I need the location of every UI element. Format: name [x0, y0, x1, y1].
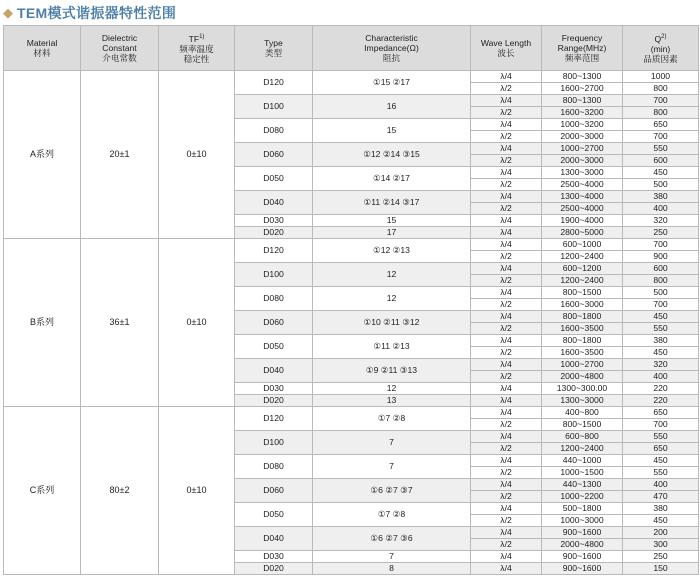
- diamond-bullet-icon: ◆: [3, 5, 13, 20]
- frequency-cell: 600~1200: [542, 263, 623, 275]
- impedance-cell: 15: [313, 215, 471, 227]
- type-cell: D120: [235, 71, 313, 95]
- q-cell: 650: [623, 119, 699, 131]
- wavelength-cell: λ/4: [471, 191, 542, 203]
- type-cell: D100: [235, 95, 313, 119]
- q-cell: 300: [623, 539, 699, 551]
- frequency-cell: 2000~4800: [542, 371, 623, 383]
- table-body: [4, 71, 699, 575]
- impedance-cell: 13: [313, 395, 471, 407]
- material-cell: B系列: [4, 239, 81, 407]
- wavelength-cell: λ/2: [471, 131, 542, 143]
- type-cell: D100: [235, 263, 313, 287]
- frequency-cell: 1000~1500: [542, 467, 623, 479]
- impedance-cell: ①12 ②14 ③15: [313, 143, 471, 167]
- wavelength-cell: λ/4: [471, 551, 542, 563]
- frequency-cell: 1600~3000: [542, 299, 623, 311]
- frequency-cell: 1000~2700: [542, 359, 623, 371]
- type-cell: D120: [235, 239, 313, 263]
- q-cell: 550: [623, 431, 699, 443]
- type-cell: D100: [235, 431, 313, 455]
- q-cell: 800: [623, 275, 699, 287]
- type-cell: D060: [235, 143, 313, 167]
- q-cell: 550: [623, 323, 699, 335]
- wavelength-cell: λ/2: [471, 347, 542, 359]
- header-type: Type 类型: [235, 26, 313, 71]
- q-cell: 700: [623, 131, 699, 143]
- material-cell: C系列: [4, 407, 81, 575]
- wavelength-cell: λ/2: [471, 83, 542, 95]
- frequency-cell: 800~1300: [542, 71, 623, 83]
- impedance-cell: 16: [313, 95, 471, 119]
- impedance-cell: 7: [313, 431, 471, 455]
- type-cell: D020: [235, 395, 313, 407]
- wavelength-cell: λ/4: [471, 71, 542, 83]
- wavelength-cell: λ/4: [471, 239, 542, 251]
- frequency-cell: 500~1800: [542, 503, 623, 515]
- q-cell: 220: [623, 395, 699, 407]
- wavelength-cell: λ/4: [471, 287, 542, 299]
- impedance-cell: ①12 ②13: [313, 239, 471, 263]
- table-row: [4, 71, 699, 83]
- q-cell: 150: [623, 563, 699, 575]
- q-cell: 550: [623, 467, 699, 479]
- q-cell: 450: [623, 347, 699, 359]
- wavelength-cell: λ/2: [471, 371, 542, 383]
- q-cell: 380: [623, 191, 699, 203]
- q-cell: 800: [623, 107, 699, 119]
- impedance-cell: ①9 ②11 ③13: [313, 359, 471, 383]
- frequency-cell: 1300~3000: [542, 167, 623, 179]
- impedance-cell: ①15 ②17: [313, 71, 471, 95]
- wavelength-cell: λ/2: [471, 539, 542, 551]
- q-cell: 200: [623, 527, 699, 539]
- type-cell: D020: [235, 227, 313, 239]
- wavelength-cell: λ/4: [471, 335, 542, 347]
- frequency-cell: 1000~2200: [542, 491, 623, 503]
- frequency-cell: 400~800: [542, 407, 623, 419]
- wavelength-cell: λ/2: [471, 107, 542, 119]
- type-cell: D030: [235, 215, 313, 227]
- page-title: TEM模式谐振器特性范围: [17, 4, 177, 21]
- type-cell: D080: [235, 119, 313, 143]
- table-header-row: [4, 26, 699, 71]
- impedance-cell: 15: [313, 119, 471, 143]
- tf-cell: 0±10: [159, 71, 235, 239]
- wavelength-cell: λ/4: [471, 359, 542, 371]
- type-cell: D060: [235, 311, 313, 335]
- impedance-cell: ①6 ②7 ③6: [313, 527, 471, 551]
- wavelength-cell: λ/4: [471, 479, 542, 491]
- frequency-cell: 1200~2400: [542, 275, 623, 287]
- q-cell: 600: [623, 263, 699, 275]
- impedance-cell: 7: [313, 455, 471, 479]
- wavelength-cell: λ/2: [471, 419, 542, 431]
- wavelength-cell: λ/2: [471, 203, 542, 215]
- frequency-cell: 600~800: [542, 431, 623, 443]
- wavelength-cell: λ/4: [471, 263, 542, 275]
- type-cell: D040: [235, 527, 313, 551]
- frequency-cell: 1900~4000: [542, 215, 623, 227]
- type-cell: D050: [235, 335, 313, 359]
- resonator-spec-table: [3, 25, 699, 575]
- impedance-cell: 12: [313, 383, 471, 395]
- wavelength-cell: λ/2: [471, 443, 542, 455]
- frequency-cell: 800~1800: [542, 311, 623, 323]
- wavelength-cell: λ/4: [471, 215, 542, 227]
- wavelength-cell: λ/4: [471, 563, 542, 575]
- frequency-cell: 2000~4800: [542, 539, 623, 551]
- frequency-cell: 1000~2700: [542, 143, 623, 155]
- q-cell: 400: [623, 203, 699, 215]
- type-cell: D020: [235, 563, 313, 575]
- dielectric-cell: 20±1: [81, 71, 159, 239]
- q-cell: 550: [623, 143, 699, 155]
- wavelength-cell: λ/4: [471, 143, 542, 155]
- q-cell: 700: [623, 95, 699, 107]
- wavelength-cell: λ/4: [471, 395, 542, 407]
- wavelength-cell: λ/2: [471, 275, 542, 287]
- tf-cell: 0±10: [159, 239, 235, 407]
- type-cell: D030: [235, 383, 313, 395]
- q-cell: 400: [623, 371, 699, 383]
- table-row: [4, 407, 699, 419]
- impedance-cell: ①10 ②11 ③12: [313, 311, 471, 335]
- type-cell: D050: [235, 503, 313, 527]
- impedance-cell: ①11 ②13: [313, 335, 471, 359]
- wavelength-cell: λ/4: [471, 527, 542, 539]
- q-cell: 500: [623, 179, 699, 191]
- header-tf: TF$^{1)}$ 频率温度 稳定性: [159, 26, 235, 71]
- q-cell: 400: [623, 479, 699, 491]
- impedance-cell: 17: [313, 227, 471, 239]
- frequency-cell: 1200~2400: [542, 251, 623, 263]
- frequency-cell: 2800~5000: [542, 227, 623, 239]
- frequency-cell: 1200~2400: [542, 443, 623, 455]
- q-cell: 320: [623, 359, 699, 371]
- wavelength-cell: λ/4: [471, 455, 542, 467]
- type-cell: D030: [235, 551, 313, 563]
- q-cell: 380: [623, 335, 699, 347]
- q-cell: 450: [623, 455, 699, 467]
- wavelength-cell: λ/2: [471, 323, 542, 335]
- frequency-cell: 2000~3000: [542, 131, 623, 143]
- impedance-cell: ①11 ②14 ③17: [313, 191, 471, 215]
- frequency-cell: 900~1600: [542, 527, 623, 539]
- q-cell: 700: [623, 239, 699, 251]
- q-cell: 320: [623, 215, 699, 227]
- q-cell: 650: [623, 407, 699, 419]
- wavelength-cell: λ/2: [471, 515, 542, 527]
- q-cell: 250: [623, 551, 699, 563]
- wavelength-cell: λ/2: [471, 155, 542, 167]
- frequency-cell: 900~1600: [542, 551, 623, 563]
- q-cell: 1000: [623, 71, 699, 83]
- type-cell: D080: [235, 287, 313, 311]
- wavelength-cell: λ/4: [471, 227, 542, 239]
- frequency-cell: 1600~3200: [542, 107, 623, 119]
- header-wavelength: Wave Length 波长: [471, 26, 542, 71]
- impedance-cell: 12: [313, 287, 471, 311]
- frequency-cell: 800~1500: [542, 419, 623, 431]
- frequency-cell: 600~1000: [542, 239, 623, 251]
- wavelength-cell: λ/2: [471, 467, 542, 479]
- q-cell: 450: [623, 311, 699, 323]
- wavelength-cell: λ/4: [471, 311, 542, 323]
- header-frequency: Frequency Range(MHz) 频率范围: [542, 26, 623, 71]
- frequency-cell: 1000~3200: [542, 119, 623, 131]
- frequency-cell: 440~1000: [542, 455, 623, 467]
- frequency-cell: 2500~4000: [542, 203, 623, 215]
- frequency-cell: 1300~4000: [542, 191, 623, 203]
- frequency-cell: 1300~3000: [542, 395, 623, 407]
- frequency-cell: 440~1300: [542, 479, 623, 491]
- impedance-cell: ①6 ②7 ③7: [313, 479, 471, 503]
- type-cell: D040: [235, 359, 313, 383]
- table-row: [4, 239, 699, 251]
- type-cell: D060: [235, 479, 313, 503]
- impedance-cell: 7: [313, 551, 471, 563]
- header-dielectric: Dielectric Constant 介电常数: [81, 26, 159, 71]
- section-header: [0, 0, 700, 25]
- frequency-cell: 800~1300: [542, 95, 623, 107]
- frequency-cell: 1600~3500: [542, 347, 623, 359]
- q-cell: 800: [623, 83, 699, 95]
- wavelength-cell: λ/4: [471, 431, 542, 443]
- wavelength-cell: λ/4: [471, 119, 542, 131]
- wavelength-cell: λ/4: [471, 503, 542, 515]
- q-cell: 220: [623, 383, 699, 395]
- wavelength-cell: λ/4: [471, 407, 542, 419]
- q-cell: 450: [623, 515, 699, 527]
- type-cell: D080: [235, 455, 313, 479]
- frequency-cell: 1300~300.00: [542, 383, 623, 395]
- header-material: Material 材料: [4, 26, 81, 71]
- wavelength-cell: λ/4: [471, 383, 542, 395]
- impedance-cell: ①7 ②8: [313, 407, 471, 431]
- q-cell: 250: [623, 227, 699, 239]
- impedance-cell: 12: [313, 263, 471, 287]
- q-cell: 380: [623, 503, 699, 515]
- wavelength-cell: λ/2: [471, 299, 542, 311]
- tf-cell: 0±10: [159, 407, 235, 575]
- header-impedance: Characteristic Impedance(Ω) 阻抗: [313, 26, 471, 71]
- frequency-cell: 2500~4000: [542, 179, 623, 191]
- frequency-cell: 2000~3000: [542, 155, 623, 167]
- q-cell: 900: [623, 251, 699, 263]
- wavelength-cell: λ/2: [471, 251, 542, 263]
- impedance-cell: ①7 ②8: [313, 503, 471, 527]
- wavelength-cell: λ/4: [471, 167, 542, 179]
- header-q: $Q^{2)}$ (min) 品质因素: [623, 26, 699, 71]
- impedance-cell: 8: [313, 563, 471, 575]
- wavelength-cell: λ/2: [471, 179, 542, 191]
- q-cell: 700: [623, 299, 699, 311]
- wavelength-cell: λ/4: [471, 95, 542, 107]
- q-cell: 500: [623, 287, 699, 299]
- dielectric-cell: 80±2: [81, 407, 159, 575]
- q-cell: 650: [623, 443, 699, 455]
- impedance-cell: ①14 ②17: [313, 167, 471, 191]
- frequency-cell: 800~1800: [542, 335, 623, 347]
- type-cell: D040: [235, 191, 313, 215]
- q-cell: 450: [623, 167, 699, 179]
- frequency-cell: 1600~3500: [542, 323, 623, 335]
- frequency-cell: 1000~3000: [542, 515, 623, 527]
- q-cell: 600: [623, 155, 699, 167]
- type-cell: D120: [235, 407, 313, 431]
- frequency-cell: 900~1600: [542, 563, 623, 575]
- wavelength-cell: λ/2: [471, 491, 542, 503]
- frequency-cell: 800~1500: [542, 287, 623, 299]
- q-cell: 700: [623, 419, 699, 431]
- type-cell: D050: [235, 167, 313, 191]
- frequency-cell: 1600~2700: [542, 83, 623, 95]
- dielectric-cell: 36±1: [81, 239, 159, 407]
- material-cell: A系列: [4, 71, 81, 239]
- q-cell: 470: [623, 491, 699, 503]
